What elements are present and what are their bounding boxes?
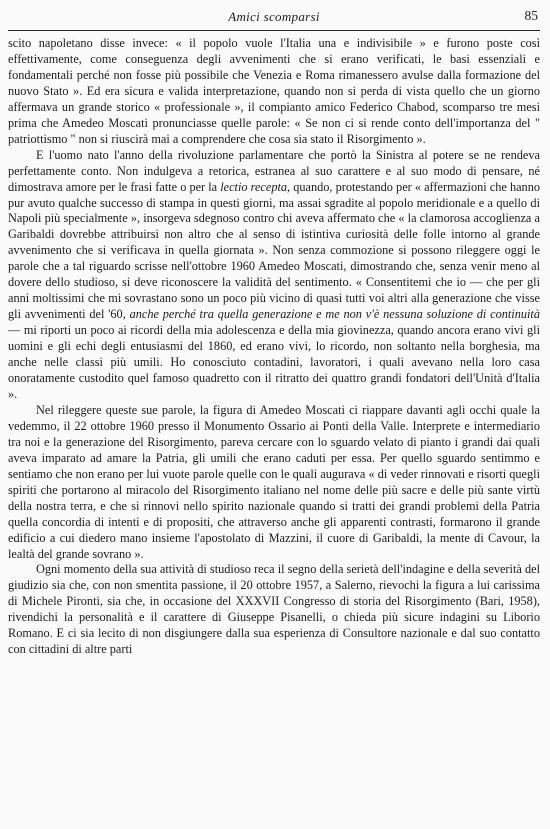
text-run: , quando, protestando per « affermazioni che hanno pur avuto qualche successo di stampa in questi giorni, ma assai sgradite al popolo meridionale e a quello di Napoli più specialmente », insorgeva sdegnoso contro chi aveva affermato che « la clamorosa accoglienza a Garibaldi dovrebbe attribuirsi non altro che al senso di istintiva curiosità delle folle intorno al grande avvenimento che si verificava in quella giornata ». Non senza commozione si possono rileggere oggi le parole che a tal riguardo scrisse nell'ottobre 1960 Amedeo Moscati, dimostrando che, senza venir meno al dovere dello studioso, si deve riconoscere la validità del sentimento. « Consentitemi che io — che per gli anni moltissimi che mi sovrastano sono un poco più vicino di quasi tutti voi altri alla generazione che visse gli avvenimenti del '60, [8,179,540,322]
page-number: 85 [524,8,538,23]
text-run: E l'uomo nato l'anno della rivoluzione parlamentare che portò la Sinistra al potere se ne rendeva perfettamente conto. Non indulgeva a retorica, estranea al suo carattere e al suo modo di pensare, né dimostrava amore per le frasi fatte o per la [8,147,540,194]
page-header [8,0,540,34]
italic-text: lectio recepta [220,179,288,194]
page-body [8,36,540,658]
text-run: Ogni momento della sua attività di studioso reca il segno della serietà dell'indagine e della severità del giudizio sia che, con non smentita passione, il 20 ottobre 1957, a Salerno, rievochi la figura a lui carissima di Michele Pironti, sia che, in occasione del XXXVII Congresso di storia del Risorgimento (Bari, 1958), rivendichi la personalità e il carattere di Giuseppe Pisanelli, o chieda più sicure indagini su Liborio Romano. E ci sia lecito di non disgiungere dalla sua esperienza di Consultore nazionale e dal suo contatto con cittadini di altre parti [8,562,540,657]
text-run: scito napoletano disse invece: « il popolo vuole l'Italia una e indivisibile » e furono poste così effettivamente, come conseguenza degli avvenimenti che si erano verificati, le basi essenziali e fondamentali perché non fosse più possibile che Venezia e Roma rimanessero avulse dalla formazione del nuovo Stato ». Ed era sicura e valida interpretazione, quando non si perda di vista quello che un giorno affermava un grande storico « professionale », il compianto amico Federico Chabod, scomparso tre mesi prima che Amedeo Moscati pronunciasse quelle parole: « Se non ci si rende conto dell'importanza del " patriottismo " non si riuscirà mai a comprendere che cosa sia stato il Risorgimento ». [8,36,540,146]
italic-text: anche perché tra quella generazione e me non v'è nessuna soluzione di continuità [129,307,540,322]
running-title: Amici scomparsi [228,9,320,24]
paragraph [8,562,540,658]
paragraph [8,36,540,148]
text-run: Nel rileggere queste sue parole, la figura di Amedeo Moscati ci riappare davanti agli occhi quale la vedemmo, il 22 ottobre 1960 presso il Monumento Ossario ai Ponti della Valle. Interprete e intermediario tra noi e la generazione del Risorgimento, pareva cercare con lo sguardo velato di pianto i grandi dai quali aveva imparato ad amare la Patria, gli umili che erano caduti per essa. Per quello sguardo sentimmo e sentiamo che non erano per lui vuote parole quelle con le quali augurava « di veder rinnovati e risorti quegli spiriti che portarono al miracolo del Risorgimento italiano nel nome delle più sacre e delle più sante virtù della nostra terra, e che si rinnovi nello spirito nazionale quando si tratti dei grandi problemi della Patria quella concordia di intenti e di propositi, che attraverso anche gli apparenti contrasti, formarono il grande edificio a cui diedero mano insieme l'apostolato di Mazzini, il cuore di Garibaldi, la mente di Cavour, la lealtà del grande sovrano ». [8,402,540,561]
header-rule [8,30,540,31]
paragraph [8,148,540,403]
paragraph [8,403,540,563]
text-run: — mi riporti un poco ai ricordi della mia adolescenza e della mia giovinezza, quando ancora erano vivi gli uomini e gli echi degli entusiasmi del 1860, ed erano vivi, lo ricordo, non soltanto nella borghesia, ma anche nelle classi più umili. Ho conosciuto contadini, lavoratori, i quali avevano nella loro casa onoratamente custodito quel famoso quadretto con il ritratto dei quattro grandi fondatori dell'Unità d'Italia ». [8,323,540,401]
